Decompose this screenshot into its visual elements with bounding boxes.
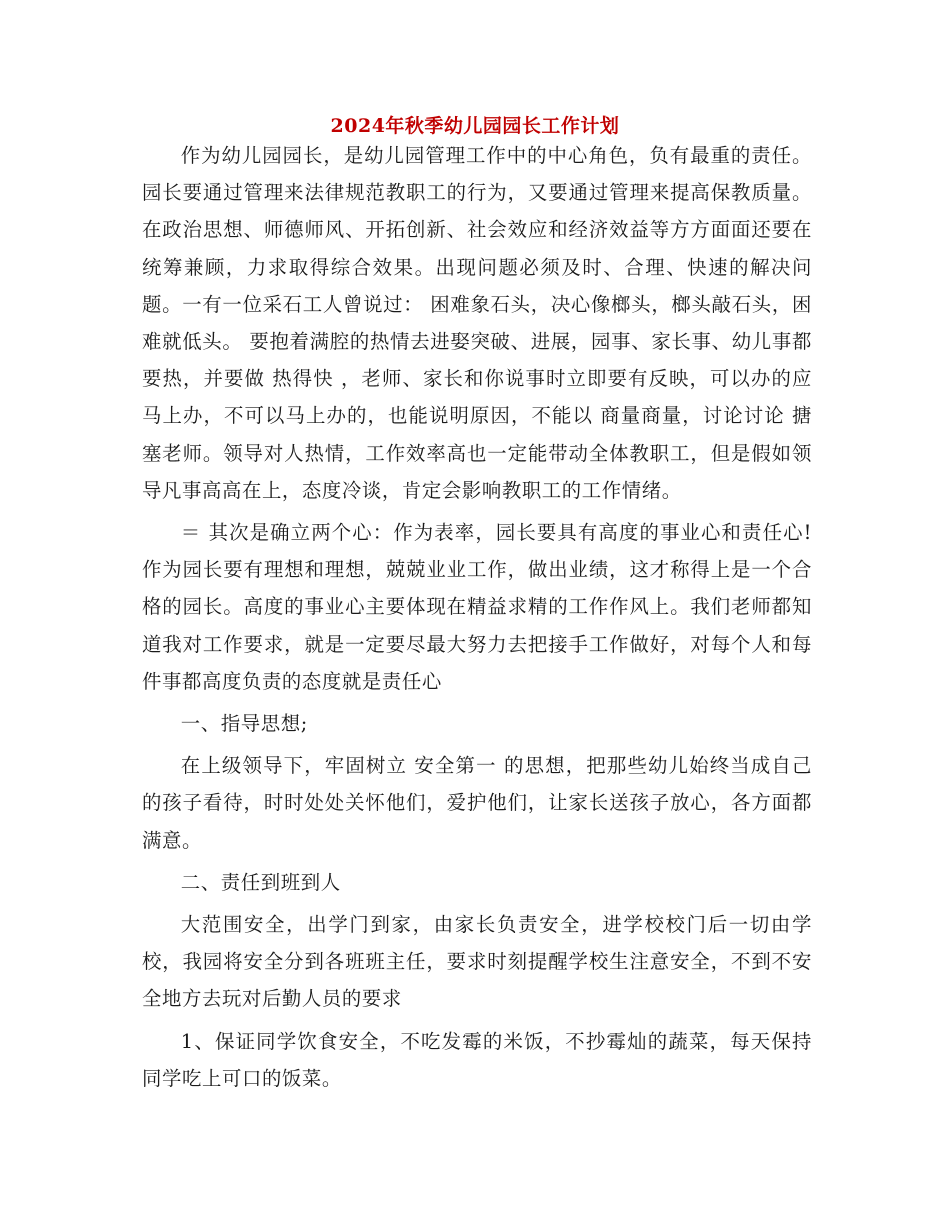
document-body xyxy=(142,137,812,1097)
heading-responsibility: 二、责任到班到人 xyxy=(180,870,341,894)
document-title: 2024年秋季幼儿园园长工作计划 xyxy=(330,115,620,137)
paragraph-two-hearts: ＝ 其次是确立两个心：作为表率，园长要具有高度的事业心和责任心!作为园长要有理想和理想，兢兢业业工作，做出业绩，这才称得上是一个合格的园长。高度的事业心主要体现在精益求精的工作作风上。我们老师都知道我对工作要求，就是一定要尽最大努力去把接手工作做好，对每个人和每件事都高度负责的态度就是责任心 xyxy=(142,521,812,693)
paragraph-safety-scope: 大范围安全，出学门到家，由家长负责安全，进学校校门后一切由学校，我园将安全分到各班班主任，要求时刻提醒学校生注意安全，不到不安全地方去玩对后勤人员的要求 xyxy=(142,913,812,1011)
heading-guiding-ideology: 一、指导思想; xyxy=(180,712,308,736)
paragraph-principal-role: 作为幼儿园园长，是幼儿园管理工作中的中心角色，负有最重的责任。园长要通过管理来法律规范教职工的行为，又要通过管理来提高保教质量。在政治思想、师德师风、开拓创新、社会效应和经济效益等方方面面还要在统筹兼顾，力求取得综合效果。出现问题必须及时、合理、快速的解决问题。一有一位采石工人曾说过： 困难象石头，决心像榔头，榔头敲石头，困难就低头。 要抱着满腔的热情去进娶突破、进展，园事、家长事、幼儿事都要热，并要做 热得快 ，老师、家长和你说事时立即要有反映，可以办的应马上办，不可以马上办的，也能说明原因，不能以 商量商量，讨论讨论 搪塞老师。领导对人热情，工作效率高也一定能带动全体教职工，但是假如领导凡事高高在上，态度冷谈，肯定会影响教职工的工作情绪。 xyxy=(142,144,812,502)
paragraph-safety-first: 在上级领导下，牢固树立 安全第一 的思想，把那些幼儿始终当成自己的孩子看待，时时处处关怀他们，爱护他们，让家长送孩子放心，各方面都满意。 xyxy=(142,754,812,852)
paragraph-food-safety: 1、保证同学饮食安全，不吃发霉的米饭，不抄霉灿的蔬菜，每天保持同学吃上可口的饭菜。 xyxy=(142,1029,812,1090)
